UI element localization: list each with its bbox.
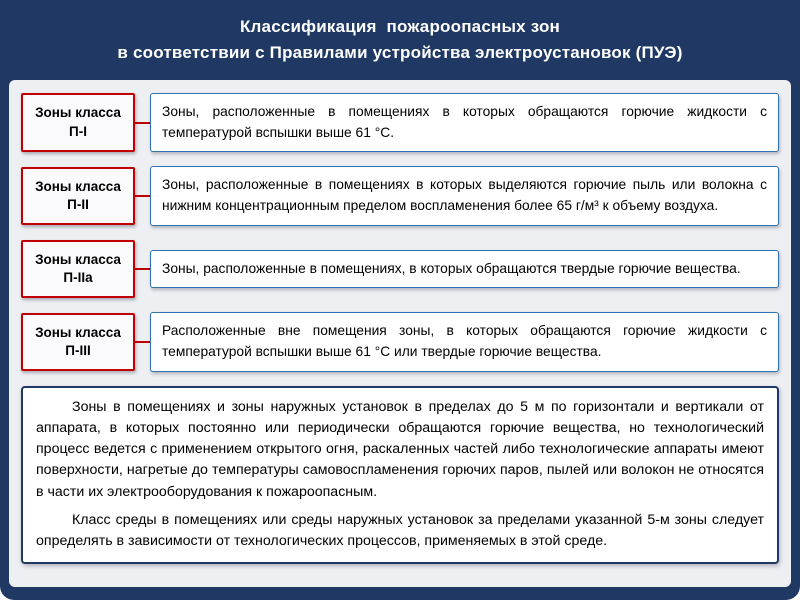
zone-row-p3: [21, 312, 779, 371]
zone-label-text: Зоны класса: [35, 324, 121, 340]
zone-description-text: Зоны, расположенные в помещениях в которых обращаются горючие жидкости с температурой вспышки выше 61 °С.: [162, 104, 767, 140]
zone-label-box-p3: [21, 313, 135, 371]
zone-class-code: П-I: [69, 123, 87, 139]
zone-label-text: Зоны класса: [35, 178, 121, 194]
zone-description-text: Зоны, расположенные в помещениях в которых выделяются горючие пыль или волокна с нижним концентрационным пределом воспламенения более 65 г/м³ к объему воздуха.: [162, 177, 767, 214]
connector-line: [135, 341, 150, 343]
zone-label-text: Зоны класса: [35, 251, 121, 267]
zone-description-box-p2: [150, 166, 779, 225]
zone-description-text: Зоны, расположенные в помещениях, в которых обращаются твердые горючие вещества.: [162, 260, 741, 276]
zone-label-box-p2: [21, 167, 135, 225]
zone-row-p1: [21, 93, 779, 152]
zone-class-code: П-II: [67, 197, 89, 213]
connector-line: [135, 268, 150, 270]
slide-title-line2: в соответствии с Правилами устройства электроустановок (ПУЭ): [117, 43, 683, 62]
slide-header: [0, 0, 800, 80]
zone-description-text: Расположенные вне помещения зоны, в которых обращаются горючие жидкости с температурой вспышки выше 61 °С или твердые горючие вещества.: [162, 323, 767, 359]
zone-label-box-p2a: [21, 240, 135, 298]
zone-description-box-p3: [150, 312, 779, 371]
zone-class-code: П-III: [65, 342, 91, 358]
content-panel: [9, 80, 791, 587]
note-paragraph-1: Зоны в помещениях и зоны наружных установок в пределах до 5 м по горизонтали и вертикали от аппарата, в которых постоянно или периодически обращаются горючие вещества, но технологический процесс ведется с применением открытого огня, раскаленных частей либо технологические аппараты имеют поверхности, нагретые до температуры самовоспламенения горючих паров, пылей или волокон не относятся в части их электрооборудования к пожароопасным.: [36, 398, 764, 500]
zone-row-p2: [21, 166, 779, 225]
note-box: [21, 386, 779, 564]
zone-class-code: П-IIа: [63, 269, 93, 285]
slide-title-line1: Классификация пожароопасных зон: [239, 16, 561, 36]
zone-label-text: Зоны класса: [35, 105, 121, 121]
zone-row-p2a: [21, 240, 779, 298]
zone-description-box-p1: [150, 93, 779, 152]
zone-description-box-p2a: [150, 250, 779, 289]
zone-label-box-p1: [21, 93, 135, 151]
connector-line: [135, 195, 150, 197]
connector-line: [135, 122, 150, 124]
note-paragraph-2: Класс среды в помещениях или среды наружных установок за пределами указанной 5-м зоны следует определять в зависимости от технологических процессов, применяемых в этой среде.: [36, 512, 764, 550]
